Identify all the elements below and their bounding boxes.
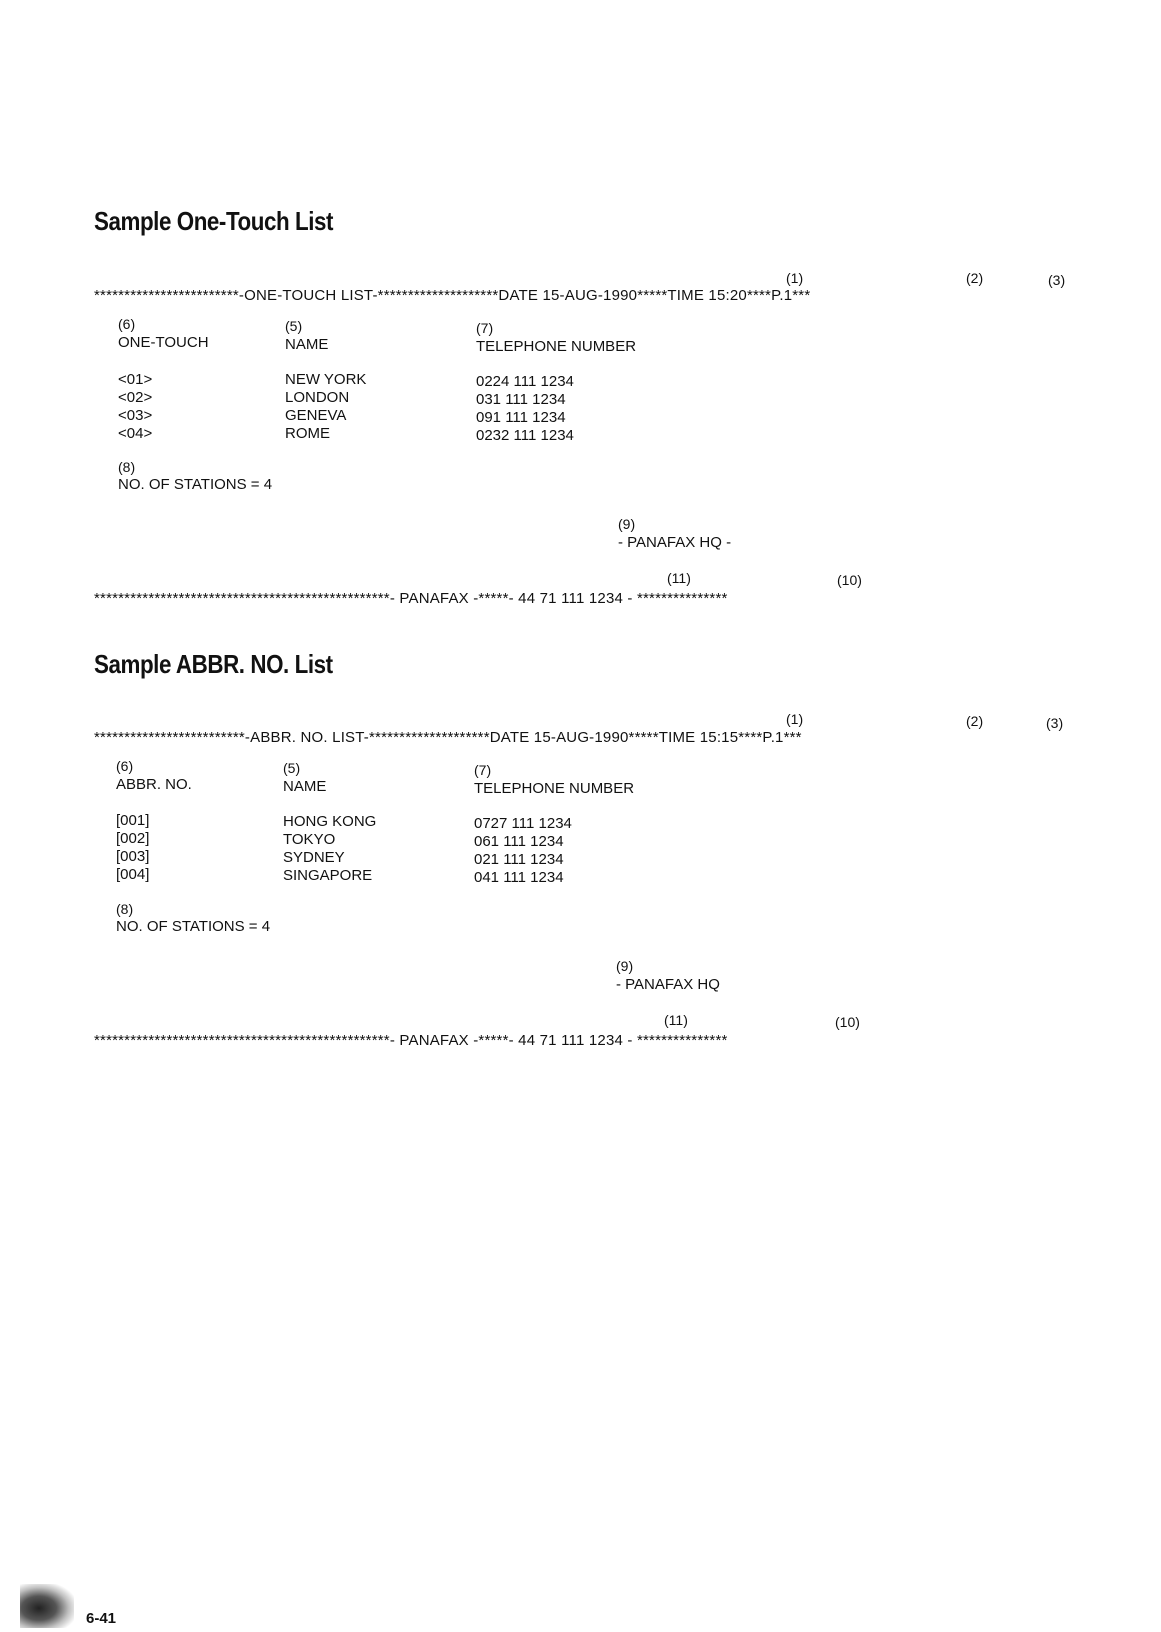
list-item: 041 111 1234: [474, 869, 564, 886]
list-item: TOKYO: [283, 831, 336, 848]
list-item: SYDNEY: [283, 849, 345, 866]
one-touch-col-name-header: NAME: [285, 336, 329, 353]
one-touch-col-tel-header: TELEPHONE NUMBER: [476, 338, 637, 355]
one-touch-footer-marker-11: (11): [667, 570, 691, 586]
abbr-col-key-header: ABBR. NO.: [116, 776, 192, 793]
abbr-footer-marker-11: (11): [664, 1012, 688, 1028]
page-number: 6-41: [86, 1610, 117, 1627]
abbr-col-tel-header: TELEPHONE NUMBER: [474, 780, 635, 797]
abbr-hq: - PANAFAX HQ: [616, 976, 720, 993]
scan-smudge: [20, 1584, 74, 1628]
abbr-col-key-mark: (6): [116, 758, 134, 774]
abbr-hq-mark: (9): [616, 958, 634, 974]
abbr-key-column: [116, 812, 149, 884]
one-touch-title: Sample One-Touch List: [94, 206, 334, 236]
one-touch-marker-2: (2): [966, 270, 984, 286]
abbr-footer-line: *************************************************- PANAFAX -*****- 44 71 111 1234 - ***************: [94, 1032, 728, 1049]
one-touch-stations-mark: (8): [118, 459, 136, 475]
one-touch-header-line: ************************-ONE-TOUCH LIST-********************DATE 15-AUG-1990*****TIME 15:20****P.1***: [94, 287, 811, 304]
list-item: 031 111 1234: [476, 391, 566, 408]
list-item: SINGAPORE: [283, 867, 373, 884]
one-touch-footer-marker-10: (10): [837, 572, 862, 588]
abbr-marker-1: (1): [786, 711, 804, 727]
abbr-header-line: *************************-ABBR. NO. LIST-********************DATE 15-AUG-1990*****TIME 15:15****P.1***: [94, 729, 802, 746]
abbr-stations-mark: (8): [116, 901, 134, 917]
one-touch-marker-3: (3): [1048, 272, 1066, 288]
list-item: <01>: [118, 371, 153, 388]
abbr-marker-3: (3): [1046, 715, 1064, 731]
abbr-footer-marker-10: (10): [835, 1014, 860, 1030]
one-touch-marker-1: (1): [786, 270, 804, 286]
list-item: [004]: [116, 866, 150, 883]
one-touch-col-key-mark: (6): [118, 316, 136, 332]
list-item: 061 111 1234: [474, 833, 564, 850]
list-item: [001]: [116, 812, 150, 829]
list-item: LONDON: [285, 389, 350, 406]
one-touch-stations: NO. OF STATIONS = 4: [118, 476, 273, 493]
list-item: 091 111 1234: [476, 409, 566, 426]
list-item: 0727 111 1234: [474, 815, 572, 832]
abbr-col-tel-mark: (7): [474, 762, 492, 778]
list-item: [003]: [116, 848, 150, 865]
one-touch-col-tel-mark: (7): [476, 320, 494, 336]
abbr-marker-2: (2): [966, 713, 984, 729]
list-item: ROME: [285, 425, 330, 442]
list-item: 0224 111 1234: [476, 373, 574, 390]
list-item: [002]: [116, 830, 150, 847]
list-item: 021 111 1234: [474, 851, 564, 868]
list-item: <02>: [118, 389, 153, 406]
abbr-col-name-mark: (5): [283, 760, 301, 776]
one-touch-footer-line: *************************************************- PANAFAX -*****- 44 71 111 1234 - ***************: [94, 590, 728, 607]
abbr-title: Sample ABBR. NO. List: [94, 649, 333, 679]
one-touch-col-name-mark: (5): [285, 318, 303, 334]
abbr-col-name-header: NAME: [283, 778, 327, 795]
list-item: <04>: [118, 425, 153, 442]
list-item: HONG KONG: [283, 813, 377, 830]
list-item: GENEVA: [285, 407, 347, 424]
one-touch-hq-mark: (9): [618, 516, 636, 532]
one-touch-col-key-header: ONE-TOUCH: [118, 334, 209, 351]
list-item: 0232 111 1234: [476, 427, 574, 444]
abbr-name-column: [283, 813, 376, 885]
one-touch-hq: - PANAFAX HQ -: [618, 534, 732, 551]
one-touch-tel-column: [476, 373, 574, 445]
list-item: <03>: [118, 407, 153, 424]
abbr-stations: NO. OF STATIONS = 4: [116, 918, 271, 935]
one-touch-key-column: [118, 371, 152, 443]
abbr-tel-column: [474, 815, 572, 887]
one-touch-name-column: [285, 371, 366, 443]
list-item: NEW YORK: [285, 371, 367, 388]
